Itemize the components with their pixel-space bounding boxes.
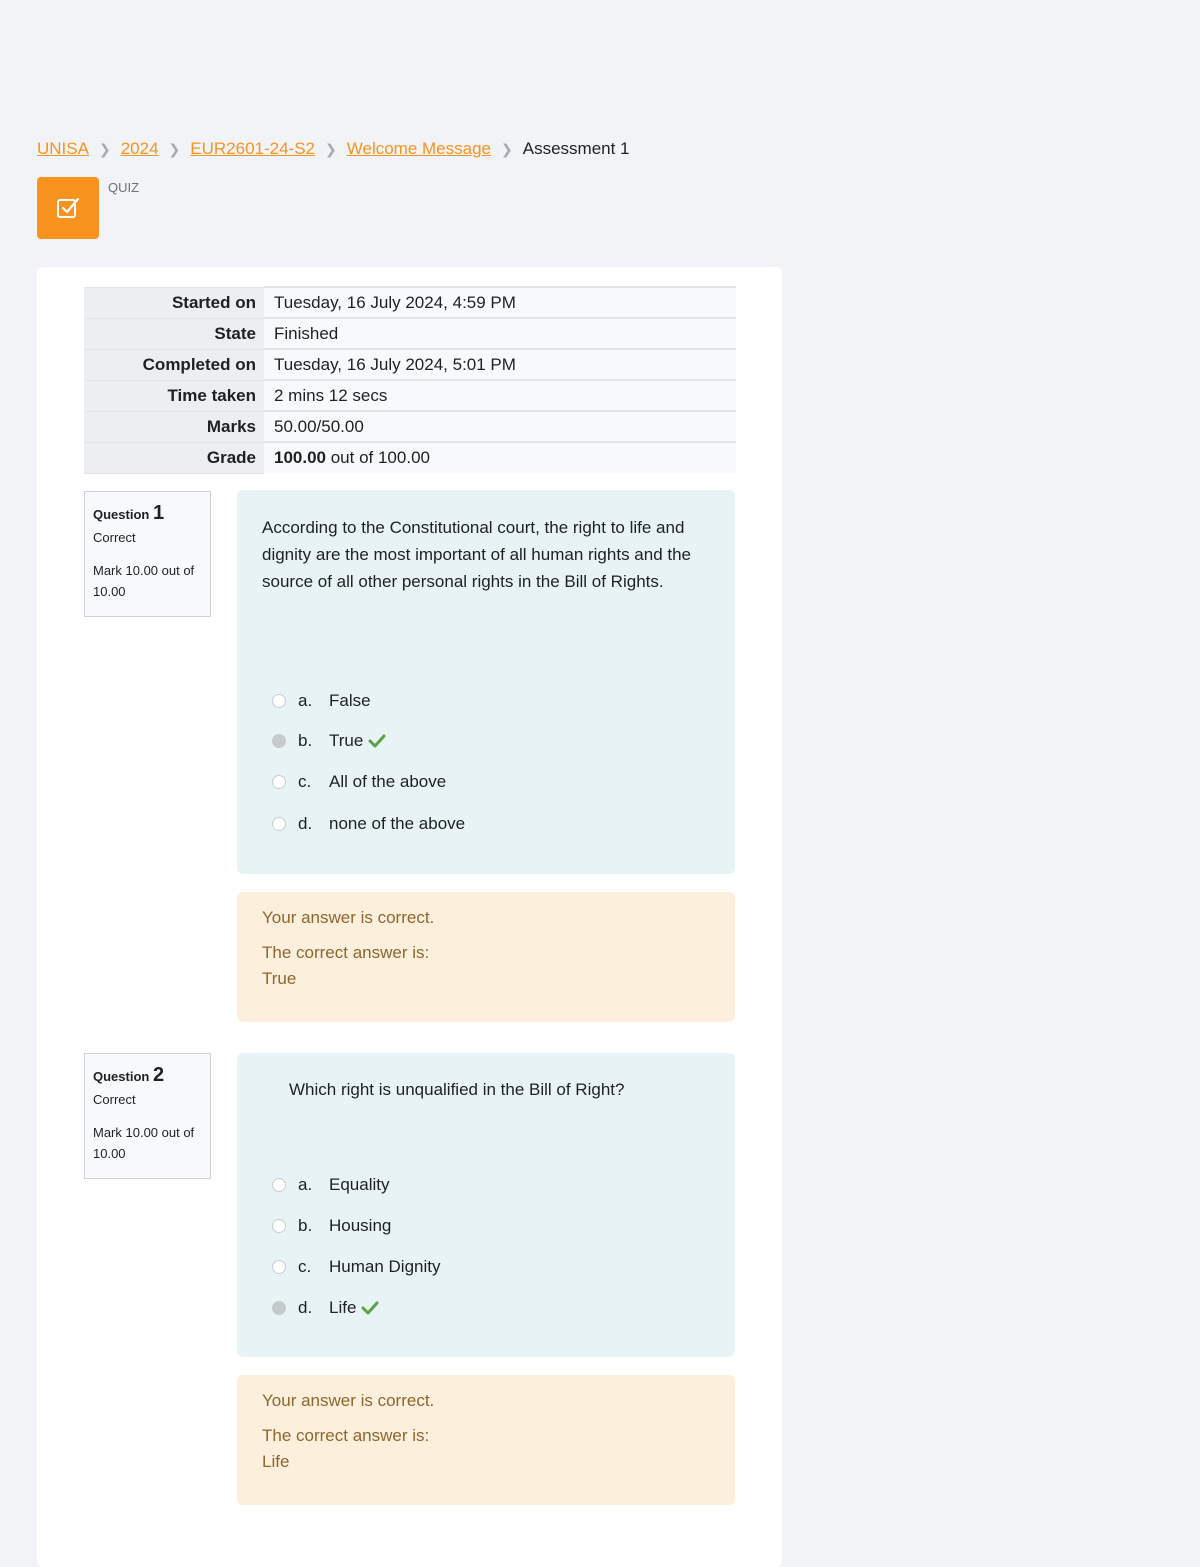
feedback-box-2 xyxy=(237,1375,735,1505)
feedback-box-1 xyxy=(237,892,735,1022)
question-text: According to the Constitutional court, the right to life and dignity are the most important of all human rights and the source of all other personal rights in the Bill of Rights. xyxy=(262,518,692,591)
option-text: none of the above xyxy=(329,814,466,833)
summary-row-state xyxy=(84,318,736,349)
breadcrumb xyxy=(37,139,630,159)
summary-row-started xyxy=(84,287,736,318)
feedback-correct-label: The correct answer is: xyxy=(262,1426,430,1445)
time-taken-label: Time taken xyxy=(84,380,264,411)
question-label: Question xyxy=(93,507,150,522)
breadcrumb-current: Assessment 1 xyxy=(522,139,630,158)
feedback-status: Your answer is correct. xyxy=(262,1391,435,1410)
started-on-value: Tuesday, 16 July 2024, 4:59 PM xyxy=(264,287,736,318)
option-text: All of the above xyxy=(329,772,447,791)
grade-label: Grade xyxy=(84,442,264,473)
state-value: Finished xyxy=(264,318,736,349)
option-letter: a. xyxy=(298,1175,313,1194)
quiz-review-card xyxy=(37,267,782,1567)
answer-option-d[interactable] xyxy=(272,814,465,834)
question-mark: Mark 10.00 out of 10.00 xyxy=(93,563,195,599)
question-mark: Mark 10.00 out of 10.00 xyxy=(93,1125,195,1161)
marks-label: Marks xyxy=(84,411,264,442)
option-text: Life xyxy=(329,1298,357,1317)
radio-button[interactable] xyxy=(272,1219,286,1233)
question-state: Correct xyxy=(93,1092,136,1107)
option-letter: d. xyxy=(298,814,313,833)
option-text: False xyxy=(329,691,371,710)
correct-check-icon xyxy=(368,734,386,748)
summary-row-grade xyxy=(84,442,736,473)
feedback-correct-label: The correct answer is: xyxy=(262,943,430,962)
option-letter: c. xyxy=(298,1257,312,1276)
grade-out-of: out of 100.00 xyxy=(326,448,430,467)
breadcrumb-link-unisa[interactable]: UNISA xyxy=(37,139,89,158)
question-content-1 xyxy=(237,490,735,874)
grade-value: 100.00 xyxy=(274,448,326,467)
answer-option-c[interactable] xyxy=(272,772,446,792)
chevron-right-icon: ❯ xyxy=(168,140,181,157)
activity-type-label: QUIZ xyxy=(108,180,140,195)
radio-button[interactable] xyxy=(272,1260,286,1274)
radio-button[interactable] xyxy=(272,817,286,831)
question-label: Question xyxy=(93,1069,150,1084)
option-letter: c. xyxy=(298,772,312,791)
chevron-right-icon: ❯ xyxy=(501,140,513,157)
option-letter: a. xyxy=(298,691,313,710)
option-letter: d. xyxy=(298,1298,313,1317)
summary-row-marks xyxy=(84,411,736,442)
state-label: State xyxy=(84,318,264,349)
radio-button-selected[interactable] xyxy=(272,734,286,748)
answer-option-c[interactable] xyxy=(272,1257,441,1277)
time-taken-value: 2 mins 12 secs xyxy=(264,380,736,411)
answer-option-a[interactable] xyxy=(272,691,371,711)
option-text: Housing xyxy=(329,1216,392,1235)
radio-button-selected[interactable] xyxy=(272,1301,286,1315)
completed-on-label: Completed on xyxy=(84,349,264,380)
question-info-2 xyxy=(84,1053,211,1179)
answer-option-b[interactable] xyxy=(272,1216,391,1236)
completed-on-value: Tuesday, 16 July 2024, 5:01 PM xyxy=(264,349,736,380)
started-on-label: Started on xyxy=(84,287,264,318)
breadcrumb-link-section[interactable]: Welcome Message xyxy=(346,139,491,158)
answer-option-b[interactable] xyxy=(272,731,386,751)
attempt-summary-table xyxy=(84,286,736,474)
breadcrumb-link-course[interactable]: EUR2601-24-S2 xyxy=(190,139,316,158)
question-number: 2 xyxy=(152,1064,165,1086)
question-text: Which right is unqualified in the Bill of Right? xyxy=(289,1080,625,1099)
quiz-checkbox-icon xyxy=(37,177,99,239)
feedback-status: Your answer is correct. xyxy=(262,908,435,927)
radio-button[interactable] xyxy=(272,1178,286,1192)
radio-button[interactable] xyxy=(272,775,286,789)
feedback-correct-answer: Life xyxy=(262,1452,290,1471)
feedback-correct-answer: True xyxy=(262,969,297,988)
breadcrumb-link-year[interactable]: 2024 xyxy=(120,139,159,158)
correct-check-icon xyxy=(361,1301,379,1315)
summary-row-completed xyxy=(84,349,736,380)
option-text: Equality xyxy=(329,1175,390,1194)
chevron-right-icon: ❯ xyxy=(325,140,337,157)
radio-button[interactable] xyxy=(272,694,286,708)
question-state: Correct xyxy=(93,530,136,545)
option-letter: b. xyxy=(298,1216,313,1235)
chevron-right-icon: ❯ xyxy=(98,140,111,157)
option-letter: b. xyxy=(298,731,313,750)
marks-value: 50.00/50.00 xyxy=(264,411,736,442)
answer-option-a[interactable] xyxy=(272,1175,389,1195)
option-text: True xyxy=(329,731,364,750)
option-text: Human Dignity xyxy=(329,1257,441,1276)
answer-option-d[interactable] xyxy=(272,1298,379,1318)
summary-row-time xyxy=(84,380,736,411)
grade-value-cell xyxy=(264,442,736,473)
question-content-2 xyxy=(237,1053,735,1357)
question-number: 1 xyxy=(152,502,165,524)
question-info-1 xyxy=(84,491,211,617)
